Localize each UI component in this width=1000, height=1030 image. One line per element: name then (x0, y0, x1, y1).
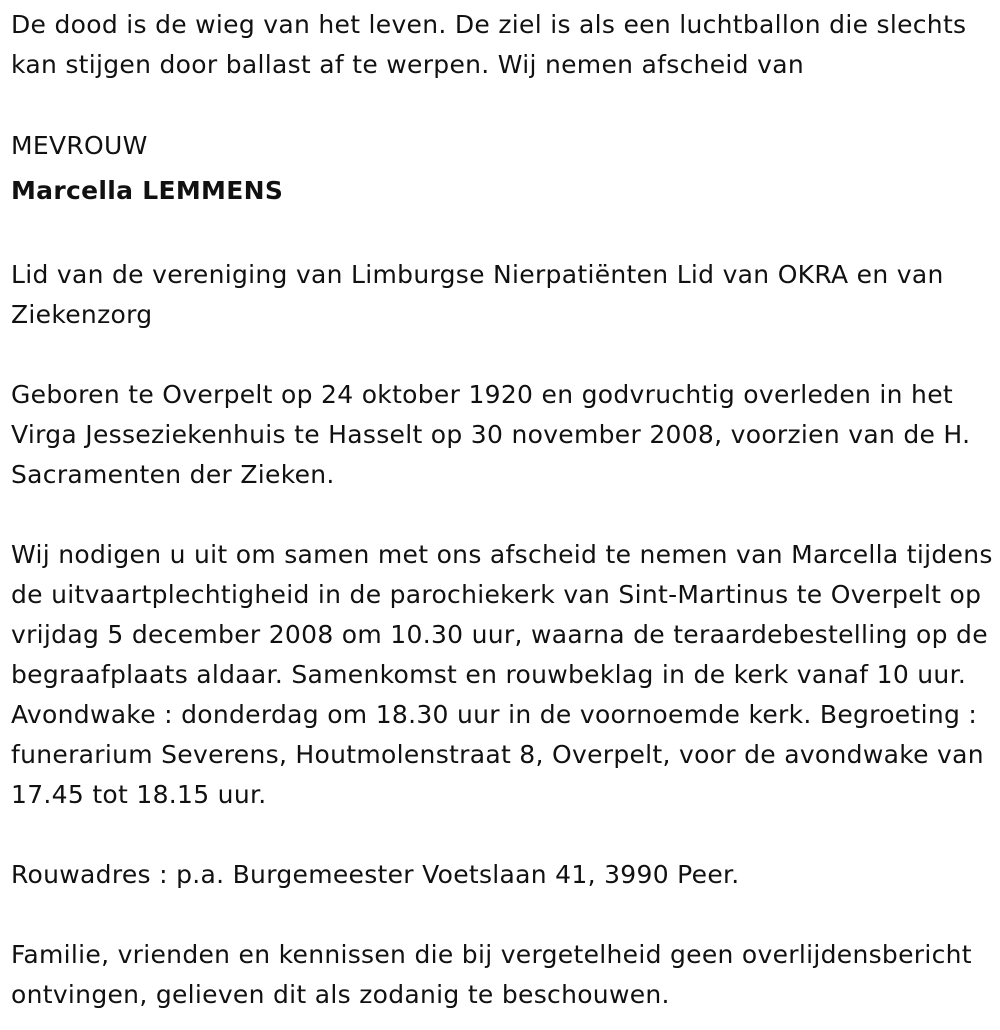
obituary-document (11, 5, 996, 1015)
spacer (11, 495, 996, 535)
honorific-title: MEVROUW (11, 131, 148, 160)
closing-paragraph: Familie, vrienden en kennissen die bij vergetelheid geen overlijdensbericht ontvingen, gelieven dit als zodanig te beschouwen. (11, 940, 972, 1009)
intro-paragraph: De dood is de wieg van het leven. De ziel is als een luchtballon die slechts kan stijgen door ballast af te werpen. Wij nemen afscheid van (11, 10, 967, 79)
spacer (11, 85, 996, 125)
spacer (11, 895, 996, 935)
birth-death-paragraph: Geboren te Overpelt op 24 oktober 1920 en godvruchtig overleden in het Virga Jesseziekenhuis te Hasselt op 30 november 2008, voorzien van de H. Sacramenten der Zieken. (11, 380, 971, 489)
spacer (11, 335, 996, 375)
membership-paragraph: Lid van de vereniging van Limburgse Nierpatiënten Lid van OKRA en van Ziekenzorg (11, 260, 944, 329)
address-paragraph: Rouwadres : p.a. Burgemeester Voetslaan 41, 3990 Peer. (11, 860, 740, 889)
deceased-name: Marcella LEMMENS (11, 176, 284, 205)
spacer (11, 215, 996, 255)
invitation-paragraph: Wij nodigen u uit om samen met ons afscheid te nemen van Marcella tijdens de uitvaartplechtigheid in de parochiekerk van Sint-Martinus te Overpelt op vrijdag 5 december 2008 om 10.30 uur, waarna de teraardebestelling op de begraafplaats aldaar. Samenkomst en rouwbeklag in de kerk vanaf 10 uur. Avondwake : donderdag om 18.30 uur in de voornoemde kerk. Begroeting : funerarium Severens, Houtmolenstraat 8, Overpelt, voor de avondwake van 17.45 tot 18.15 uur. (11, 540, 993, 809)
spacer (11, 815, 996, 855)
